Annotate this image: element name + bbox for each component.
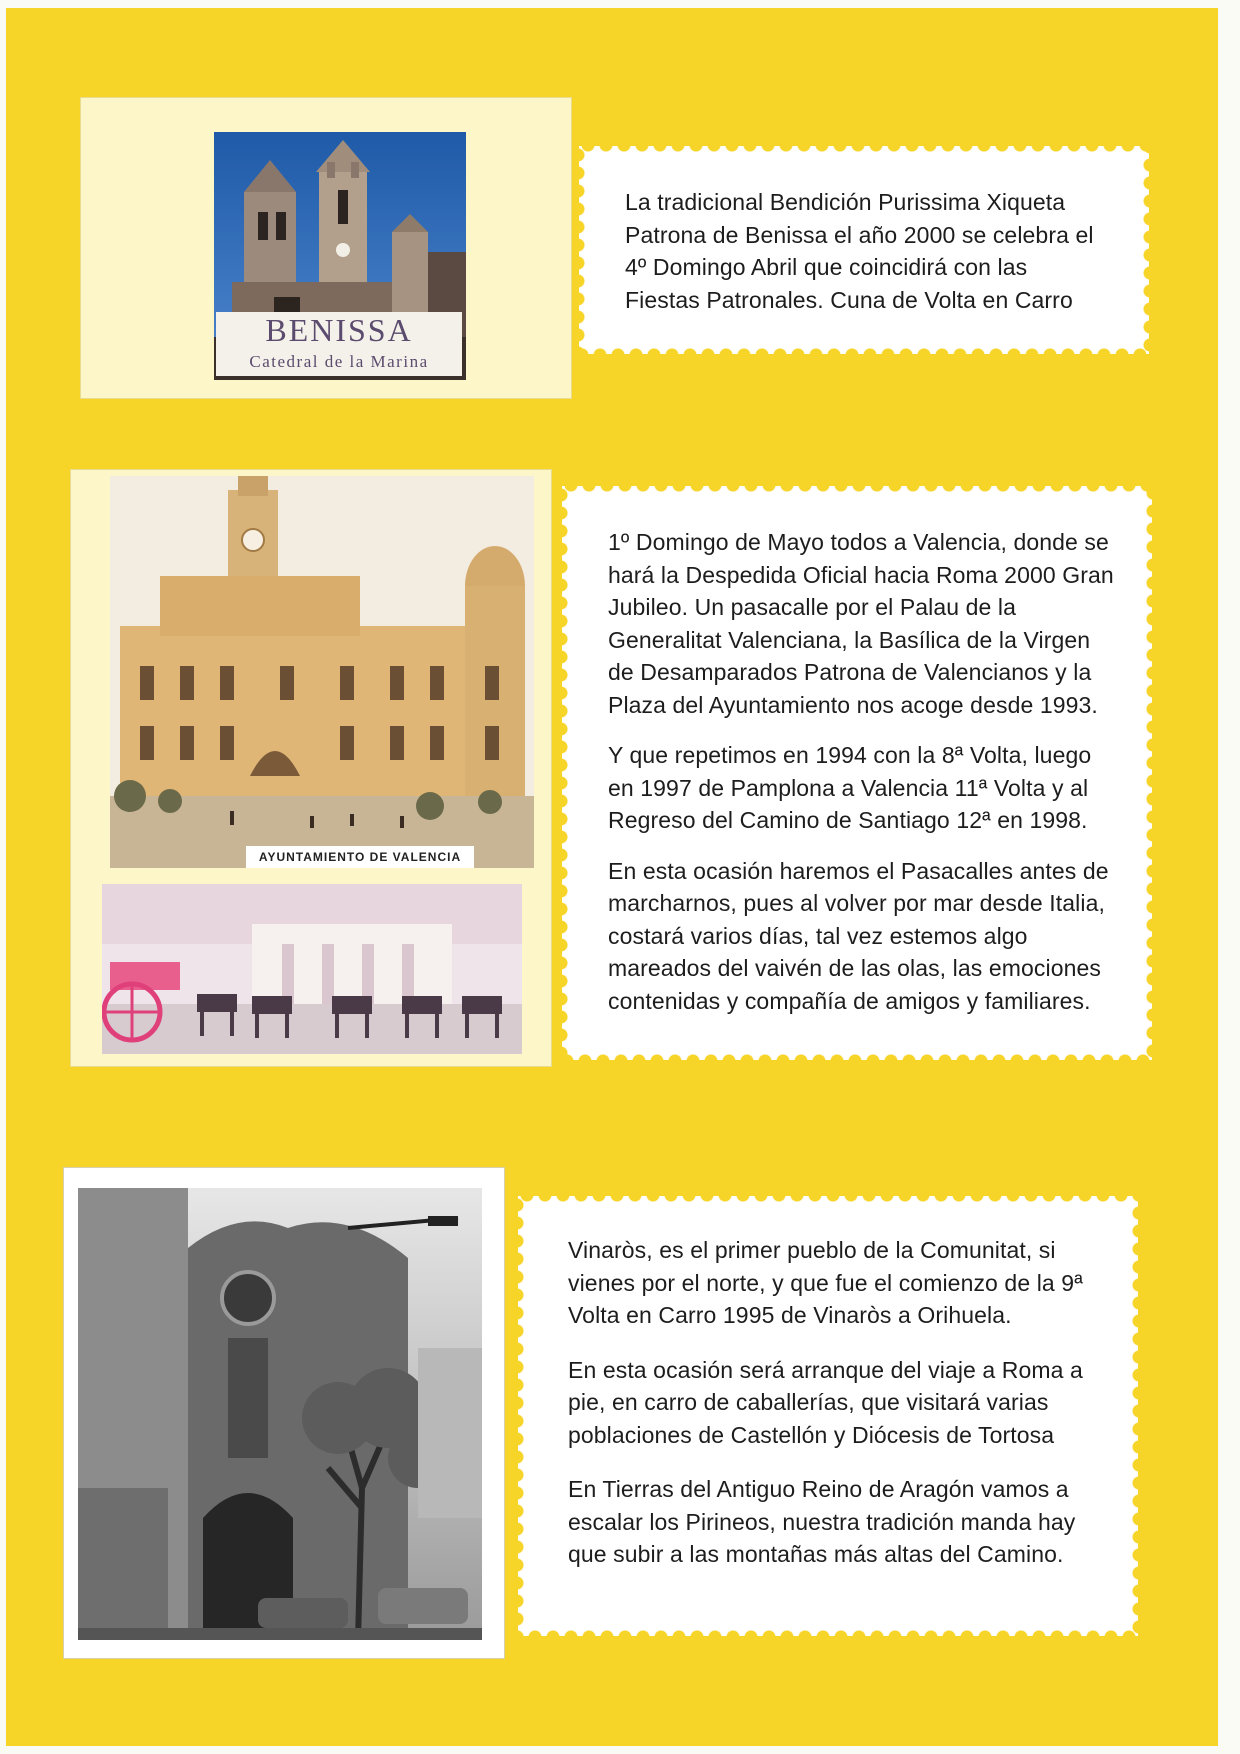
vinaros-note (518, 1196, 1138, 1636)
vinaros-paragraph-1: Vinaròs, es el primer pueblo de la Comunitat, si vienes por el norte, y que fue el comienzo de la 9ª Volta en Carro 1995 de Vinaròs a Orihuela. (568, 1237, 1083, 1328)
stamp-edge (578, 146, 592, 354)
benissa-note (579, 146, 1149, 354)
stamp-edge (518, 1195, 1138, 1209)
valencia-note (562, 486, 1152, 1060)
stamp-edge (518, 1623, 1138, 1637)
stamp-edge (561, 486, 575, 1060)
valencia-procession-photo (102, 884, 522, 1054)
stamp-edge (579, 145, 1149, 159)
valencia-paragraph-2: Y que repetimos en 1994 con la 8ª Volta, luego en 1997 de Pamplona a Valencia 11ª Volta y al Regreso del Camino de Santiago 12ª en 1998. (608, 742, 1092, 833)
stamp-edge (562, 1047, 1152, 1061)
vinaros-paragraph-3: En Tierras del Antiguo Reino de Aragón vamos a escalar los Pirineos, nuestra tradición manda hay que subir a las montañas más altas del Camino. (568, 1476, 1076, 1567)
vinaros-paragraph-2: En esta ocasión será arranque del viaje a Roma a pie, en carro de caballerías, que visitará varias poblaciones de Castellón y Diócesis de Tortosa (568, 1356, 1083, 1448)
benissa-paragraph: La tradicional Bendición Purissima Xiqueta Patrona de Benissa el año 2000 se celebra el 4º Domingo Abril que coincidirá con las Fiestas Patronales. Cuna de Volta en Carro (625, 189, 1094, 313)
stamp-edge (1139, 486, 1153, 1060)
yellow-page (6, 8, 1218, 1746)
stamp-edge (1125, 1196, 1139, 1636)
stamp-edge (1136, 146, 1150, 354)
benissa-subtitle: Catedral de la Marina (249, 352, 429, 371)
stamp-edge (579, 341, 1149, 355)
benissa-subtitle-strip (216, 348, 462, 376)
benissa-title: BENISSA (265, 311, 413, 348)
stamp-edge (517, 1196, 531, 1636)
vinaros-church-photo (78, 1188, 482, 1640)
benissa-title-strip (216, 312, 462, 348)
valencia-paragraph-1: 1º Domingo de Mayo todos a Valencia, donde se hará la Despedida Oficial hacia Roma 2000 Gran Jubileo. Un pasacalle por el Palau de la Generalitat Valenciana, la Basílica de la Virgen de Desamparados Patrona de Valencianos y la Plaza del Ayuntamiento nos acoge desde 1993. (608, 529, 1114, 718)
valencia-caption: AYUNTAMIENTO DE VALENCIA (258, 850, 462, 864)
valencia-paragraph-3: En esta ocasión haremos el Pasacalles antes de marcharnos, pues al volver por mar desde Italia, costará varios días, tal vez estemos algo mareados del vaivén de las olas, las emociones contenidas y compañía de amigos y familiares. (608, 857, 1109, 1014)
valencia-caption-strip (246, 846, 474, 868)
valencia-city-hall-photo (110, 476, 534, 868)
stamp-edge (562, 485, 1152, 499)
